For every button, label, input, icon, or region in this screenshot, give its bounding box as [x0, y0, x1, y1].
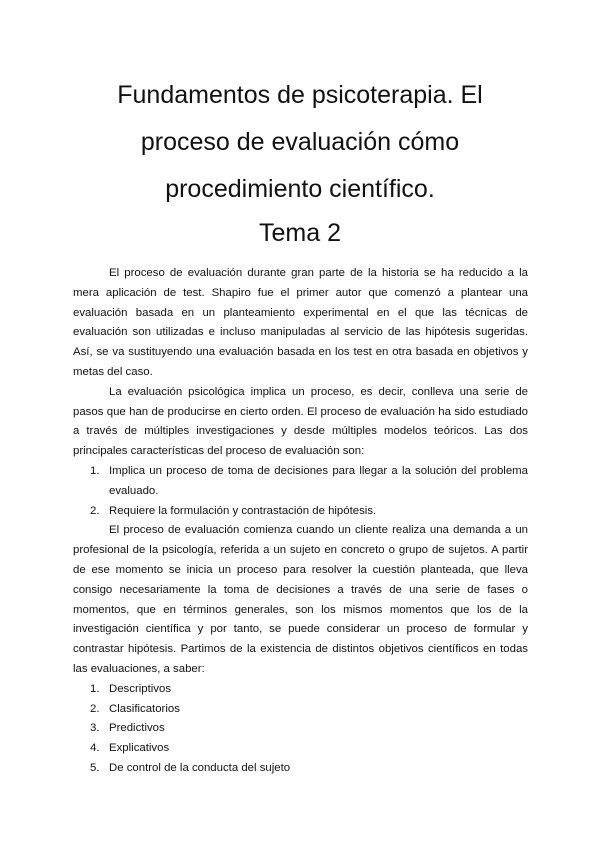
- list-item-number: 5.: [90, 761, 100, 774]
- list-item-number: 3.: [90, 722, 100, 735]
- list-item-text: Implica un proceso de toma de decisiones para llegar a la solución del problema evaluado.: [109, 464, 528, 497]
- list-item: [73, 719, 528, 739]
- list-item-number: 2.: [90, 702, 100, 715]
- paragraph-process: La evaluación psicológica implica un proceso, es decir, conlleva una serie de pasos que han de producirse en cierto orden. El proceso de evaluación ha sido estudiado a través de múltiples investigaciones y desde múltiples modelos teóricos. Las dos principales características del proceso de evaluación son:: [73, 385, 528, 458]
- list-item-text: Clasificatorios: [109, 702, 180, 715]
- list-item: [73, 680, 528, 700]
- characteristics-list: [73, 462, 528, 521]
- paragraph-intro: El proceso de evaluación durante gran parte de la historia se ha reducido a la mera aplicación de test. Shapiro fue el primer autor que comenzó a plantear una evaluación basada en un planteamiento experimental en el que las técnicas de evaluación son utilizadas e incluso manipuladas al servicio de las hipótesis sugeridas. Así, se va sustituyendo una evaluación basada en los test en otra basada en objetivos y metas del caso.: [73, 267, 528, 378]
- list-item-number: 2.: [90, 504, 100, 517]
- document-subtitle: Tema 2: [259, 219, 341, 247]
- title-line-2: proceso de evaluación cómo: [140, 128, 460, 156]
- list-item-text: Explicativos: [109, 742, 170, 755]
- list-item-number: 1.: [90, 464, 100, 477]
- list-item: [73, 759, 528, 779]
- paragraph-start: El proceso de evaluación comienza cuando un cliente realiza una demanda a un profesional de la psicología, referida a un sujeto en concreto o grupo de sujetos. A partir de ese momento se inicia un proceso para resolver la cuestión planteada, que lleva consigo necesariamente la toma de decisiones a través de una serie de fases o momentos, que en términos generales, son los mismos momentos que los de la investigación científica y por tanto, se puede considerar un proceso de formular y contrastar hipótesis. Partimos de la existencia de distintos objetivos científicos en todas las evaluaciones, a saber:: [73, 524, 528, 675]
- list-item: [73, 502, 528, 522]
- document-title: [60, 72, 540, 213]
- objectives-list: [73, 680, 528, 779]
- list-item-number: 1.: [90, 682, 100, 695]
- list-item: [73, 700, 528, 720]
- list-item-text: Descriptivos: [109, 682, 172, 695]
- title-line-3: procedimiento científico.: [165, 175, 435, 203]
- list-item: [73, 462, 528, 502]
- list-item-text: Requiere la formulación y contrastación de hipótesis.: [109, 504, 377, 517]
- list-item-text: Predictivos: [109, 722, 165, 735]
- list-item: [73, 739, 528, 759]
- list-item-text: De control de la conducta del sujeto: [109, 761, 291, 774]
- list-item-number: 4.: [90, 742, 100, 755]
- title-line-1: Fundamentos de psicoterapia. El: [117, 81, 483, 109]
- document-body: [73, 264, 528, 779]
